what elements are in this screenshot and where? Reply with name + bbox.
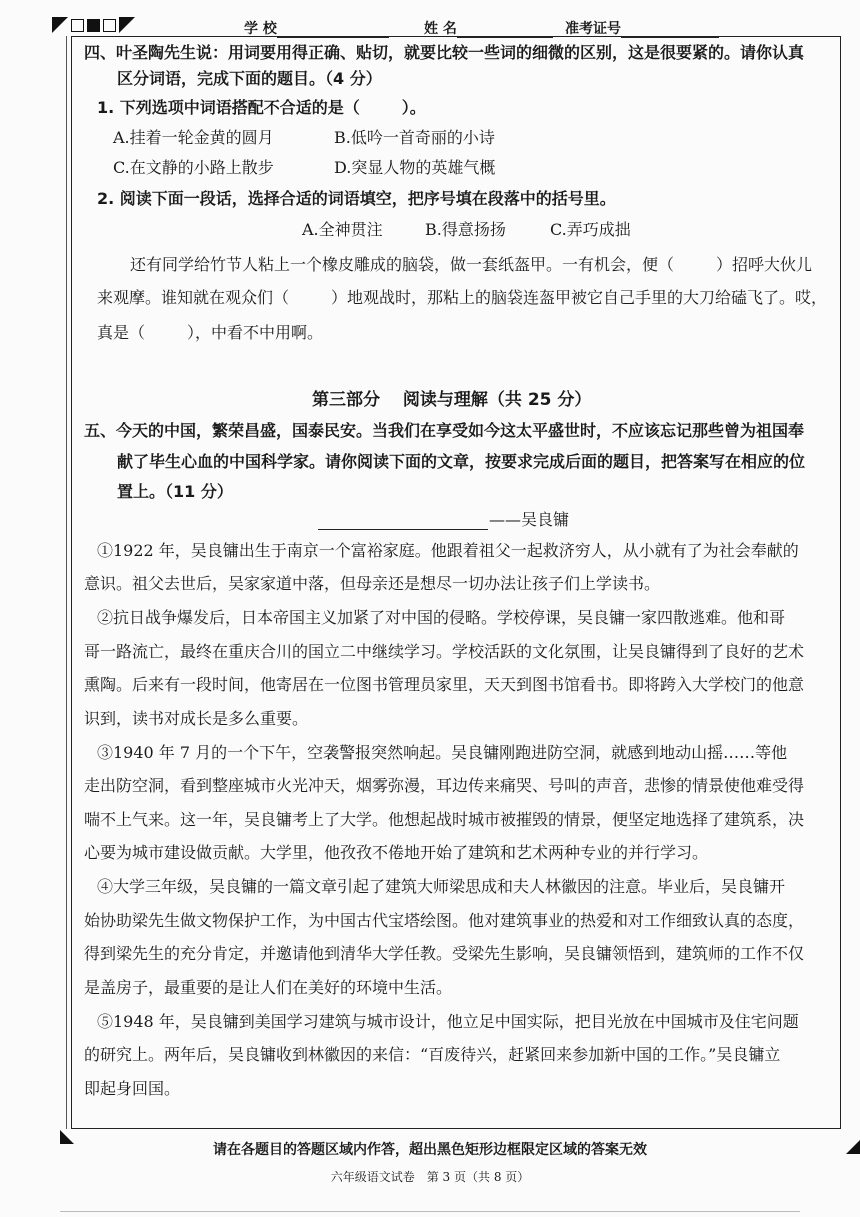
q2-passage-line3: 真是（ ），中看不中用啊。 <box>97 323 324 342</box>
paragraph-line: 心要为城市建设做贡献。大学里，他孜孜不倦地开始了建筑和艺术两种专业的并行学习。 <box>84 843 709 862</box>
paragraph-line: 哥一路流亡，最终在重庆合川的国立二中继续学习。学校活跃的文化氛围，让吴良镛得到了良好的艺术 <box>84 642 805 661</box>
square-mark-icon <box>103 19 116 32</box>
q1-option-c: C.在文静的小路上散步 <box>113 158 274 177</box>
scan-marks <box>52 17 135 33</box>
paragraph-line: 即起身回国。 <box>84 1079 181 1098</box>
school-label: 学 校 <box>244 21 277 37</box>
section5-title-line1: 五、今天的中国，繁荣昌盛，国泰民安。当我们在享受如今这太平盛世时，不应该忘记那些曾为祖国奉 <box>84 421 805 440</box>
exam-id-label: 准考证号 <box>565 21 621 37</box>
corner-triangle-icon <box>119 17 135 33</box>
question-2-stem: 2. 阅读下面一段话，选择合适的词语填空，把序号填在段落中的括号里。 <box>97 189 616 208</box>
paragraph-line: ⑤1948 年，吴良镛到美国学习建筑与城市设计，他立足中国实际，把目光放在中国城市及住宅问题 <box>97 1012 799 1031</box>
page-number: 六年级语文试卷 第 3 页（共 8 页） <box>330 1170 530 1184</box>
question-1-stem: 1. 下列选项中词语搭配不合适的是（ ）。 <box>97 98 426 117</box>
paragraph-line: 走出防空洞，看到整座城市火光冲天，烟雾弥漫，耳边传来痛哭、号叫的声音，悲惨的情景使他难受得 <box>84 776 805 795</box>
paragraph-line: ①1922 年，吴良镛出生于南京一个富裕家庭。他跟着祖父一起救济穷人，从小就有了为社会奉献的 <box>97 541 799 560</box>
square-mark-icon <box>71 19 84 32</box>
part3-title: 第三部分 阅读与理解（共 25 分） <box>312 390 592 410</box>
q1-option-a: A.挂着一轮金黄的圆月 <box>113 128 274 147</box>
q2-passage-line2: 来观摩。谁知就在观众们（ ）地观战时，那粘上的脑袋连盔甲被它自己手里的大刀给磕飞了。哎， <box>97 288 828 307</box>
paragraph-line: 意识。祖父去世后，吴家家道中落，但母亲还是想尽一切办法让孩子们上学读书。 <box>84 574 661 593</box>
paragraph-line: 识到，读书对成长是多么重要。 <box>84 709 309 728</box>
section4-title-line2: 区分词语，完成下面的题目。（4 分） <box>117 69 382 88</box>
q1-option-d: D.突显人物的英雄气概 <box>334 158 496 177</box>
q1-option-b: B.低吟一首奇丽的小诗 <box>334 128 495 147</box>
q2-option-a: A.全神贯注 <box>302 220 383 239</box>
paragraph-line: ③1940 年 7 月的一个下午，空袭警报突然响起。吴良镛刚跑进防空洞，就感到地动山摇……等他 <box>97 743 788 762</box>
section4-title-line1: 四、叶圣陶先生说：用词要用得正确、贴切，就要比较一些词的细微的区别，这是很要紧的。请你认真 <box>84 43 805 62</box>
exam-id-field <box>565 18 719 38</box>
paragraph-line: ④大学三年级，吴良镛的一篇文章引起了建筑大师梁思成和夫人林徽因的注意。毕业后，吴良镛开 <box>97 877 786 896</box>
paragraph-line: 是盖房子，最重要的是让人们在美好的环境中生活。 <box>84 978 453 997</box>
filled-square-mark-icon <box>87 19 100 32</box>
paragraph-line: ②抗日战争爆发后，日本帝国主义加紧了对中国的侵略。学校停课，吴良镛一家四散逃难。他和哥 <box>97 608 786 627</box>
school-field <box>244 18 389 38</box>
name-field <box>424 18 553 38</box>
article-title-blank[interactable] <box>318 529 488 530</box>
q2-option-b: B.得意扬扬 <box>425 220 506 239</box>
section5-title-line2: 献了毕生心血的中国科学家。请你阅读下面的文章，按要求完成后面的题目，把答案写在相应的位 <box>117 452 806 471</box>
frame-side-line <box>66 36 67 1129</box>
paragraph-line: 始协助梁先生做文物保护工作，为中国古代宝塔绘图。他对建筑事业的热爱和对工作细致认真的态度， <box>84 911 805 930</box>
name-label: 姓 名 <box>424 21 457 37</box>
paragraph-line: 的研究上。两年后，吴良镛收到林徽因的来信：“百废待兴，赶紧回来参加新中国的工作。”吴良镛立 <box>84 1045 781 1064</box>
corner-triangle-icon <box>52 17 68 33</box>
paragraph-line: 得到梁先生的充分肯定，并邀请他到清华大学任教。受梁先生影响，吴良镛领悟到，建筑师的工作不仅 <box>84 944 805 963</box>
section5-title-line3: 置上。（11 分） <box>117 482 233 501</box>
bottom-divider <box>60 1211 800 1212</box>
q2-option-c: C.弄巧成拙 <box>550 220 631 239</box>
paragraph-line: 熏陶。后来有一段时间，他寄居在一位图书管理员家里，天天到图书馆看书。即将跨入大学校门的他意 <box>84 675 805 694</box>
article-author: ——吴良镛 <box>489 510 570 529</box>
paragraph-line: 喘不上气来。这一年，吴良镛考上了大学。他想起战时城市被摧毁的情景，便坚定地选择了建筑系，决 <box>84 810 805 829</box>
footer-note: 请在各题目的答题区域内作答，超出黑色矩形边框限定区域的答案无效 <box>213 1142 647 1158</box>
q2-passage-line1: 还有同学给竹节人粘上一个橡皮雕成的脑袋，做一套纸盔甲。一有机会，便（ ）招呼大伙儿 <box>130 255 813 274</box>
